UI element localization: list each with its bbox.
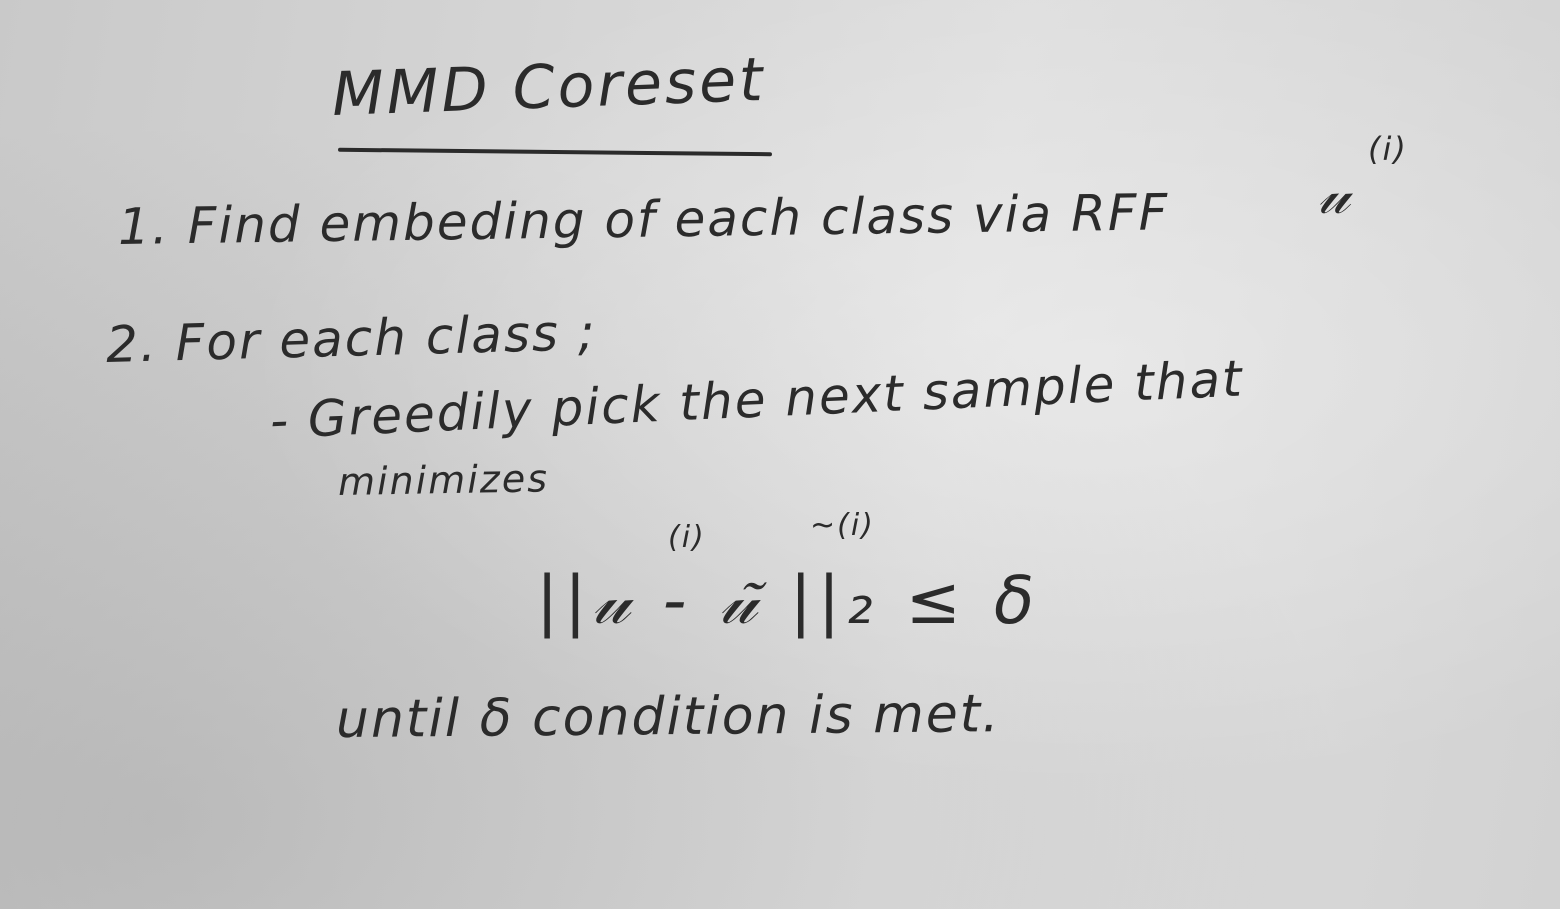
step-2-text: 2. For each class ; [105, 303, 598, 374]
step-1-superscript: (i) [1368, 130, 1408, 168]
step-2-bullet-continuation: minimizes [337, 456, 550, 504]
step-2-bullet: - Greedily pick the next sample that [268, 349, 1245, 450]
stopping-condition: until δ condition is met. [335, 684, 1001, 750]
board-title: MMD Coreset [330, 44, 767, 130]
step-1-embedding-symbol: 𝓊 [1318, 162, 1352, 227]
norm-formula: ||𝓊 - 𝓊̃ ||₂ ≤ δ [536, 562, 1041, 639]
title-underline [338, 148, 772, 157]
step-1-text: 1. Find embeding of each class via RFF [117, 183, 1170, 256]
formula-superscript-left: (i) [668, 520, 706, 555]
formula-superscript-right: ~(i) [810, 508, 875, 543]
